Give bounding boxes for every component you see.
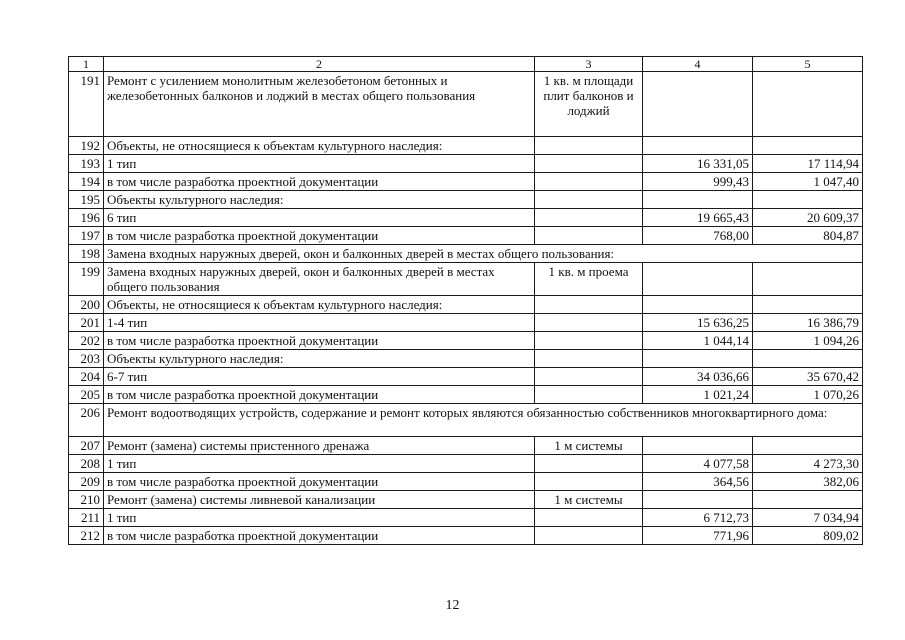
- unit-cell: [535, 296, 643, 314]
- column-number-1: 1: [69, 57, 104, 72]
- table-row: [69, 491, 863, 509]
- value-cell-col4: [643, 296, 753, 314]
- row-number: 194: [69, 173, 104, 191]
- value-cell-col5: 804,87: [753, 227, 863, 245]
- value-cell-col4: 1 044,14: [643, 332, 753, 350]
- column-number-4: 4: [643, 57, 753, 72]
- value-cell-col5: [753, 263, 863, 296]
- column-number-2: 2: [104, 57, 535, 72]
- table-row: [69, 509, 863, 527]
- value-cell-col4: [643, 491, 753, 509]
- work-description: в том числе разработка проектной документации: [104, 527, 535, 545]
- row-number: 202: [69, 332, 104, 350]
- table-row: [69, 404, 863, 437]
- unit-cell: 1 м системы: [535, 437, 643, 455]
- table-row: [69, 191, 863, 209]
- table-row: [69, 137, 863, 155]
- value-cell-col5: 7 034,94: [753, 509, 863, 527]
- unit-cell: [535, 314, 643, 332]
- value-cell-col4: 6 712,73: [643, 509, 753, 527]
- unit-cell: [535, 137, 643, 155]
- row-number: 204: [69, 368, 104, 386]
- row-number: 191: [69, 72, 104, 137]
- unit-cell: 1 кв. м площади плит балконов и лоджий: [535, 72, 643, 137]
- value-cell-col5: [753, 191, 863, 209]
- unit-cell: [535, 332, 643, 350]
- unit-cell: [535, 509, 643, 527]
- row-number: 192: [69, 137, 104, 155]
- row-number: 206: [69, 404, 104, 437]
- row-number: 212: [69, 527, 104, 545]
- value-cell-col5: [753, 137, 863, 155]
- work-description: 6 тип: [104, 209, 535, 227]
- table-row: [69, 527, 863, 545]
- value-cell-col4: 999,43: [643, 173, 753, 191]
- value-cell-col4: 1 021,24: [643, 386, 753, 404]
- row-number: 196: [69, 209, 104, 227]
- work-description: 1 тип: [104, 455, 535, 473]
- work-description: 1-4 тип: [104, 314, 535, 332]
- table-header-row: [69, 57, 863, 72]
- unit-cell: [535, 473, 643, 491]
- row-number: 209: [69, 473, 104, 491]
- value-cell-col5: 35 670,42: [753, 368, 863, 386]
- value-cell-col4: 16 331,05: [643, 155, 753, 173]
- row-number: 207: [69, 437, 104, 455]
- value-cell-col5: [753, 296, 863, 314]
- value-cell-col4: 4 077,58: [643, 455, 753, 473]
- row-number: 201: [69, 314, 104, 332]
- value-cell-col4: [643, 350, 753, 368]
- row-number: 197: [69, 227, 104, 245]
- work-description: Объекты культурного наследия:: [104, 350, 535, 368]
- value-cell-col5: 4 273,30: [753, 455, 863, 473]
- value-cell-col4: 771,96: [643, 527, 753, 545]
- table-row: [69, 209, 863, 227]
- work-description: Замена входных наружных дверей, окон и балконных дверей в местах общего пользования: [104, 263, 535, 296]
- value-cell-col5: [753, 350, 863, 368]
- value-cell-col5: [753, 72, 863, 137]
- value-cell-col4: 34 036,66: [643, 368, 753, 386]
- table-row: [69, 296, 863, 314]
- row-number: 198: [69, 245, 104, 263]
- unit-cell: [535, 155, 643, 173]
- work-description: Ремонт (замена) системы ливневой канализации: [104, 491, 535, 509]
- row-number: 208: [69, 455, 104, 473]
- value-cell-col5: 382,06: [753, 473, 863, 491]
- work-description: в том числе разработка проектной документации: [104, 227, 535, 245]
- section-heading: Замена входных наружных дверей, окон и балконных дверей в местах общего пользования:: [104, 245, 863, 263]
- value-cell-col5: 1 094,26: [753, 332, 863, 350]
- table-row: [69, 473, 863, 491]
- unit-cell: [535, 173, 643, 191]
- value-cell-col4: [643, 263, 753, 296]
- table-row: [69, 386, 863, 404]
- table-row: [69, 227, 863, 245]
- value-cell-col5: 16 386,79: [753, 314, 863, 332]
- table-row: [69, 245, 863, 263]
- value-cell-col5: 809,02: [753, 527, 863, 545]
- table-row: [69, 263, 863, 296]
- table-row: [69, 173, 863, 191]
- row-number: 211: [69, 509, 104, 527]
- value-cell-col4: 768,00: [643, 227, 753, 245]
- work-description: 1 тип: [104, 155, 535, 173]
- value-cell-col4: 364,56: [643, 473, 753, 491]
- table-row: [69, 72, 863, 137]
- page-number: 12: [445, 598, 460, 613]
- table-row: [69, 437, 863, 455]
- work-description: 6-7 тип: [104, 368, 535, 386]
- unit-cell: [535, 209, 643, 227]
- work-description: 1 тип: [104, 509, 535, 527]
- row-number: 210: [69, 491, 104, 509]
- section-heading: Ремонт водоотводящих устройств, содержание и ремонт которых являются обязанностью собственников многоквартирного дома:: [104, 404, 863, 437]
- table-row: [69, 155, 863, 173]
- row-number: 203: [69, 350, 104, 368]
- unit-cell: [535, 527, 643, 545]
- unit-cell: [535, 386, 643, 404]
- row-number: 200: [69, 296, 104, 314]
- price-table: [68, 56, 863, 545]
- row-number: 205: [69, 386, 104, 404]
- value-cell-col5: 20 609,37: [753, 209, 863, 227]
- column-number-5: 5: [753, 57, 863, 72]
- value-cell-col4: [643, 72, 753, 137]
- table-row: [69, 455, 863, 473]
- table-row: [69, 368, 863, 386]
- unit-cell: 1 м системы: [535, 491, 643, 509]
- unit-cell: [535, 350, 643, 368]
- row-number: 195: [69, 191, 104, 209]
- value-cell-col5: 17 114,94: [753, 155, 863, 173]
- table-row: [69, 314, 863, 332]
- row-number: 199: [69, 263, 104, 296]
- work-description: Ремонт с усилением монолитным железобетоном бетонных и железобетонных балконов и лоджий в местах общего пользования: [104, 72, 535, 137]
- column-number-3: 3: [535, 57, 643, 72]
- value-cell-col4: [643, 191, 753, 209]
- value-cell-col5: 1 070,26: [753, 386, 863, 404]
- value-cell-col4: [643, 437, 753, 455]
- table-row: [69, 332, 863, 350]
- work-description: в том числе разработка проектной документации: [104, 386, 535, 404]
- unit-cell: [535, 227, 643, 245]
- value-cell-col5: [753, 437, 863, 455]
- work-description: Объекты, не относящиеся к объектам культурного наследия:: [104, 296, 535, 314]
- work-description: в том числе разработка проектной документации: [104, 332, 535, 350]
- unit-cell: 1 кв. м проема: [535, 263, 643, 296]
- value-cell-col4: 15 636,25: [643, 314, 753, 332]
- unit-cell: [535, 368, 643, 386]
- unit-cell: [535, 191, 643, 209]
- work-description: в том числе разработка проектной документации: [104, 473, 535, 491]
- value-cell-col5: [753, 491, 863, 509]
- unit-cell: [535, 455, 643, 473]
- value-cell-col4: [643, 137, 753, 155]
- work-description: Ремонт (замена) системы пристенного дренажа: [104, 437, 535, 455]
- work-description: Объекты культурного наследия:: [104, 191, 535, 209]
- work-description: Объекты, не относящиеся к объектам культурного наследия:: [104, 137, 535, 155]
- value-cell-col4: 19 665,43: [643, 209, 753, 227]
- row-number: 193: [69, 155, 104, 173]
- value-cell-col5: 1 047,40: [753, 173, 863, 191]
- table-row: [69, 350, 863, 368]
- work-description: в том числе разработка проектной документации: [104, 173, 535, 191]
